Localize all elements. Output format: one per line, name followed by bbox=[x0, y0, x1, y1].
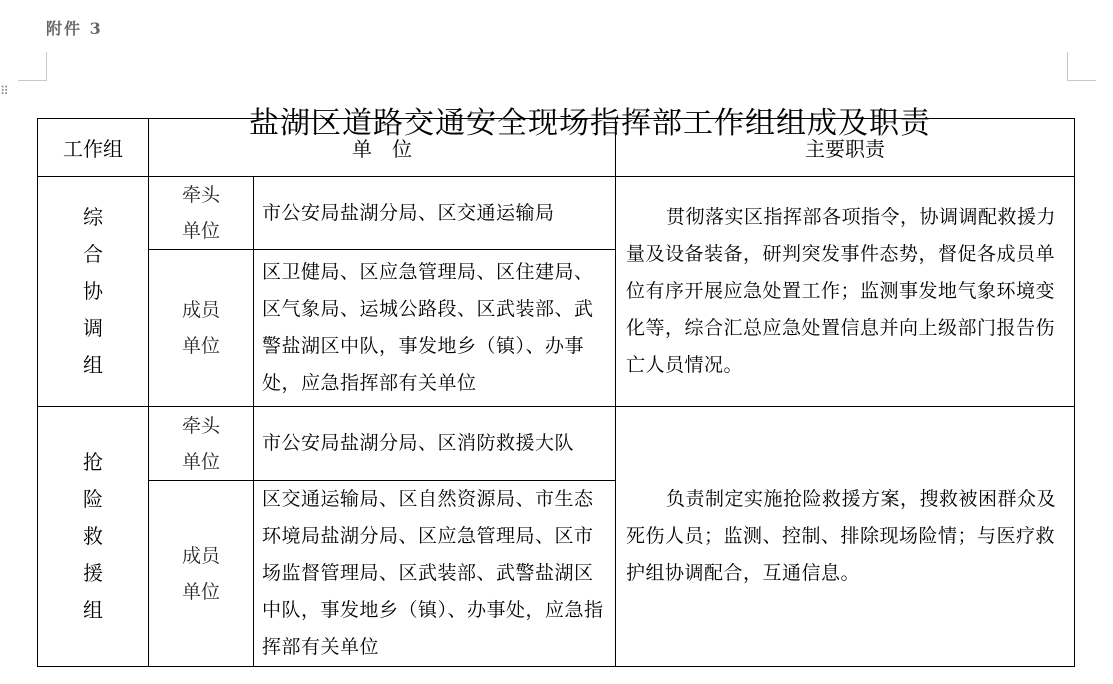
table-row bbox=[38, 407, 1075, 481]
member-role-cell bbox=[149, 250, 254, 407]
role-label: 成员 bbox=[181, 299, 220, 321]
group-name-char: 组 bbox=[83, 598, 103, 622]
lead-units-cell: 市公安局盐湖分局、区消防救援大队 bbox=[254, 407, 616, 481]
group-name-char: 协 bbox=[83, 279, 103, 303]
member-units-cell: 区交通运输局、区自然资源局、市生态环境局盐湖分局、区应急管理局、区市场监督管理局、区武装部、武警盐湖区中队，事发地乡（镇）、办事处，应急指挥部有关单位 bbox=[254, 481, 616, 667]
duty-text: 负责制定实施抢险救援方案，搜救被困群众及死伤人员；监测、控制、排除现场险情；与医疗救护组协调配合，互通信息。 bbox=[626, 488, 1057, 584]
lead-units-cell: 市公安局盐湖分局、区交通运输局 bbox=[254, 177, 616, 250]
work-group-table bbox=[37, 118, 1075, 667]
role-label: 牵头 bbox=[181, 184, 220, 206]
lead-role-cell bbox=[149, 177, 254, 250]
group-name-cell bbox=[38, 407, 149, 667]
header-duty: 主要职责 bbox=[616, 119, 1075, 177]
group-name-char: 调 bbox=[83, 316, 103, 340]
header-work-group: 工作组 bbox=[38, 119, 149, 177]
group-name-char: 救 bbox=[83, 524, 103, 548]
duty-text: 贯彻落实区指挥部各项指令，协调调配救援力量及设备装备，研判突发事件态势，督促各成员单位有序开展应急处置工作；监测事发地气象环境变化等，综合汇总应急处置信息并向上级部门报告伤亡人员情况。 bbox=[626, 206, 1057, 376]
lead-role-cell bbox=[149, 407, 254, 481]
group-name-cell bbox=[38, 177, 149, 407]
member-role-cell bbox=[149, 481, 254, 667]
group-name-char: 组 bbox=[83, 353, 103, 377]
table-move-handle-icon[interactable]: ⠿ bbox=[0, 84, 8, 98]
group-name-char: 险 bbox=[83, 487, 103, 511]
duty-cell bbox=[616, 177, 1075, 407]
page-corner-mark-left bbox=[18, 52, 47, 81]
member-units-cell: 区卫健局、区应急管理局、区住建局、区气象局、运城公路段、区武装部、武警盐湖区中队，事发地乡（镇）、办事处，应急指挥部有关单位 bbox=[254, 250, 616, 407]
group-name-char: 综 bbox=[83, 205, 103, 229]
role-label: 单位 bbox=[181, 335, 220, 357]
header-unit: 单 位 bbox=[149, 119, 616, 177]
page-corner-mark-right bbox=[1067, 52, 1096, 81]
role-label: 单位 bbox=[181, 220, 220, 242]
annex-label: 附件 3 bbox=[46, 19, 103, 38]
duty-cell bbox=[616, 407, 1075, 667]
table-row bbox=[38, 177, 1075, 250]
group-name-char: 合 bbox=[83, 242, 103, 266]
document-title: 盐湖区道路交通安全现场指挥部工作组组成及职责 bbox=[249, 106, 931, 142]
group-name-char: 抢 bbox=[83, 450, 103, 474]
group-name-char: 援 bbox=[83, 561, 103, 585]
role-label: 单位 bbox=[181, 450, 220, 473]
role-label: 成员 bbox=[181, 544, 220, 567]
role-label: 单位 bbox=[181, 580, 220, 603]
table-header-row bbox=[38, 119, 1075, 177]
role-label: 牵头 bbox=[181, 414, 220, 437]
